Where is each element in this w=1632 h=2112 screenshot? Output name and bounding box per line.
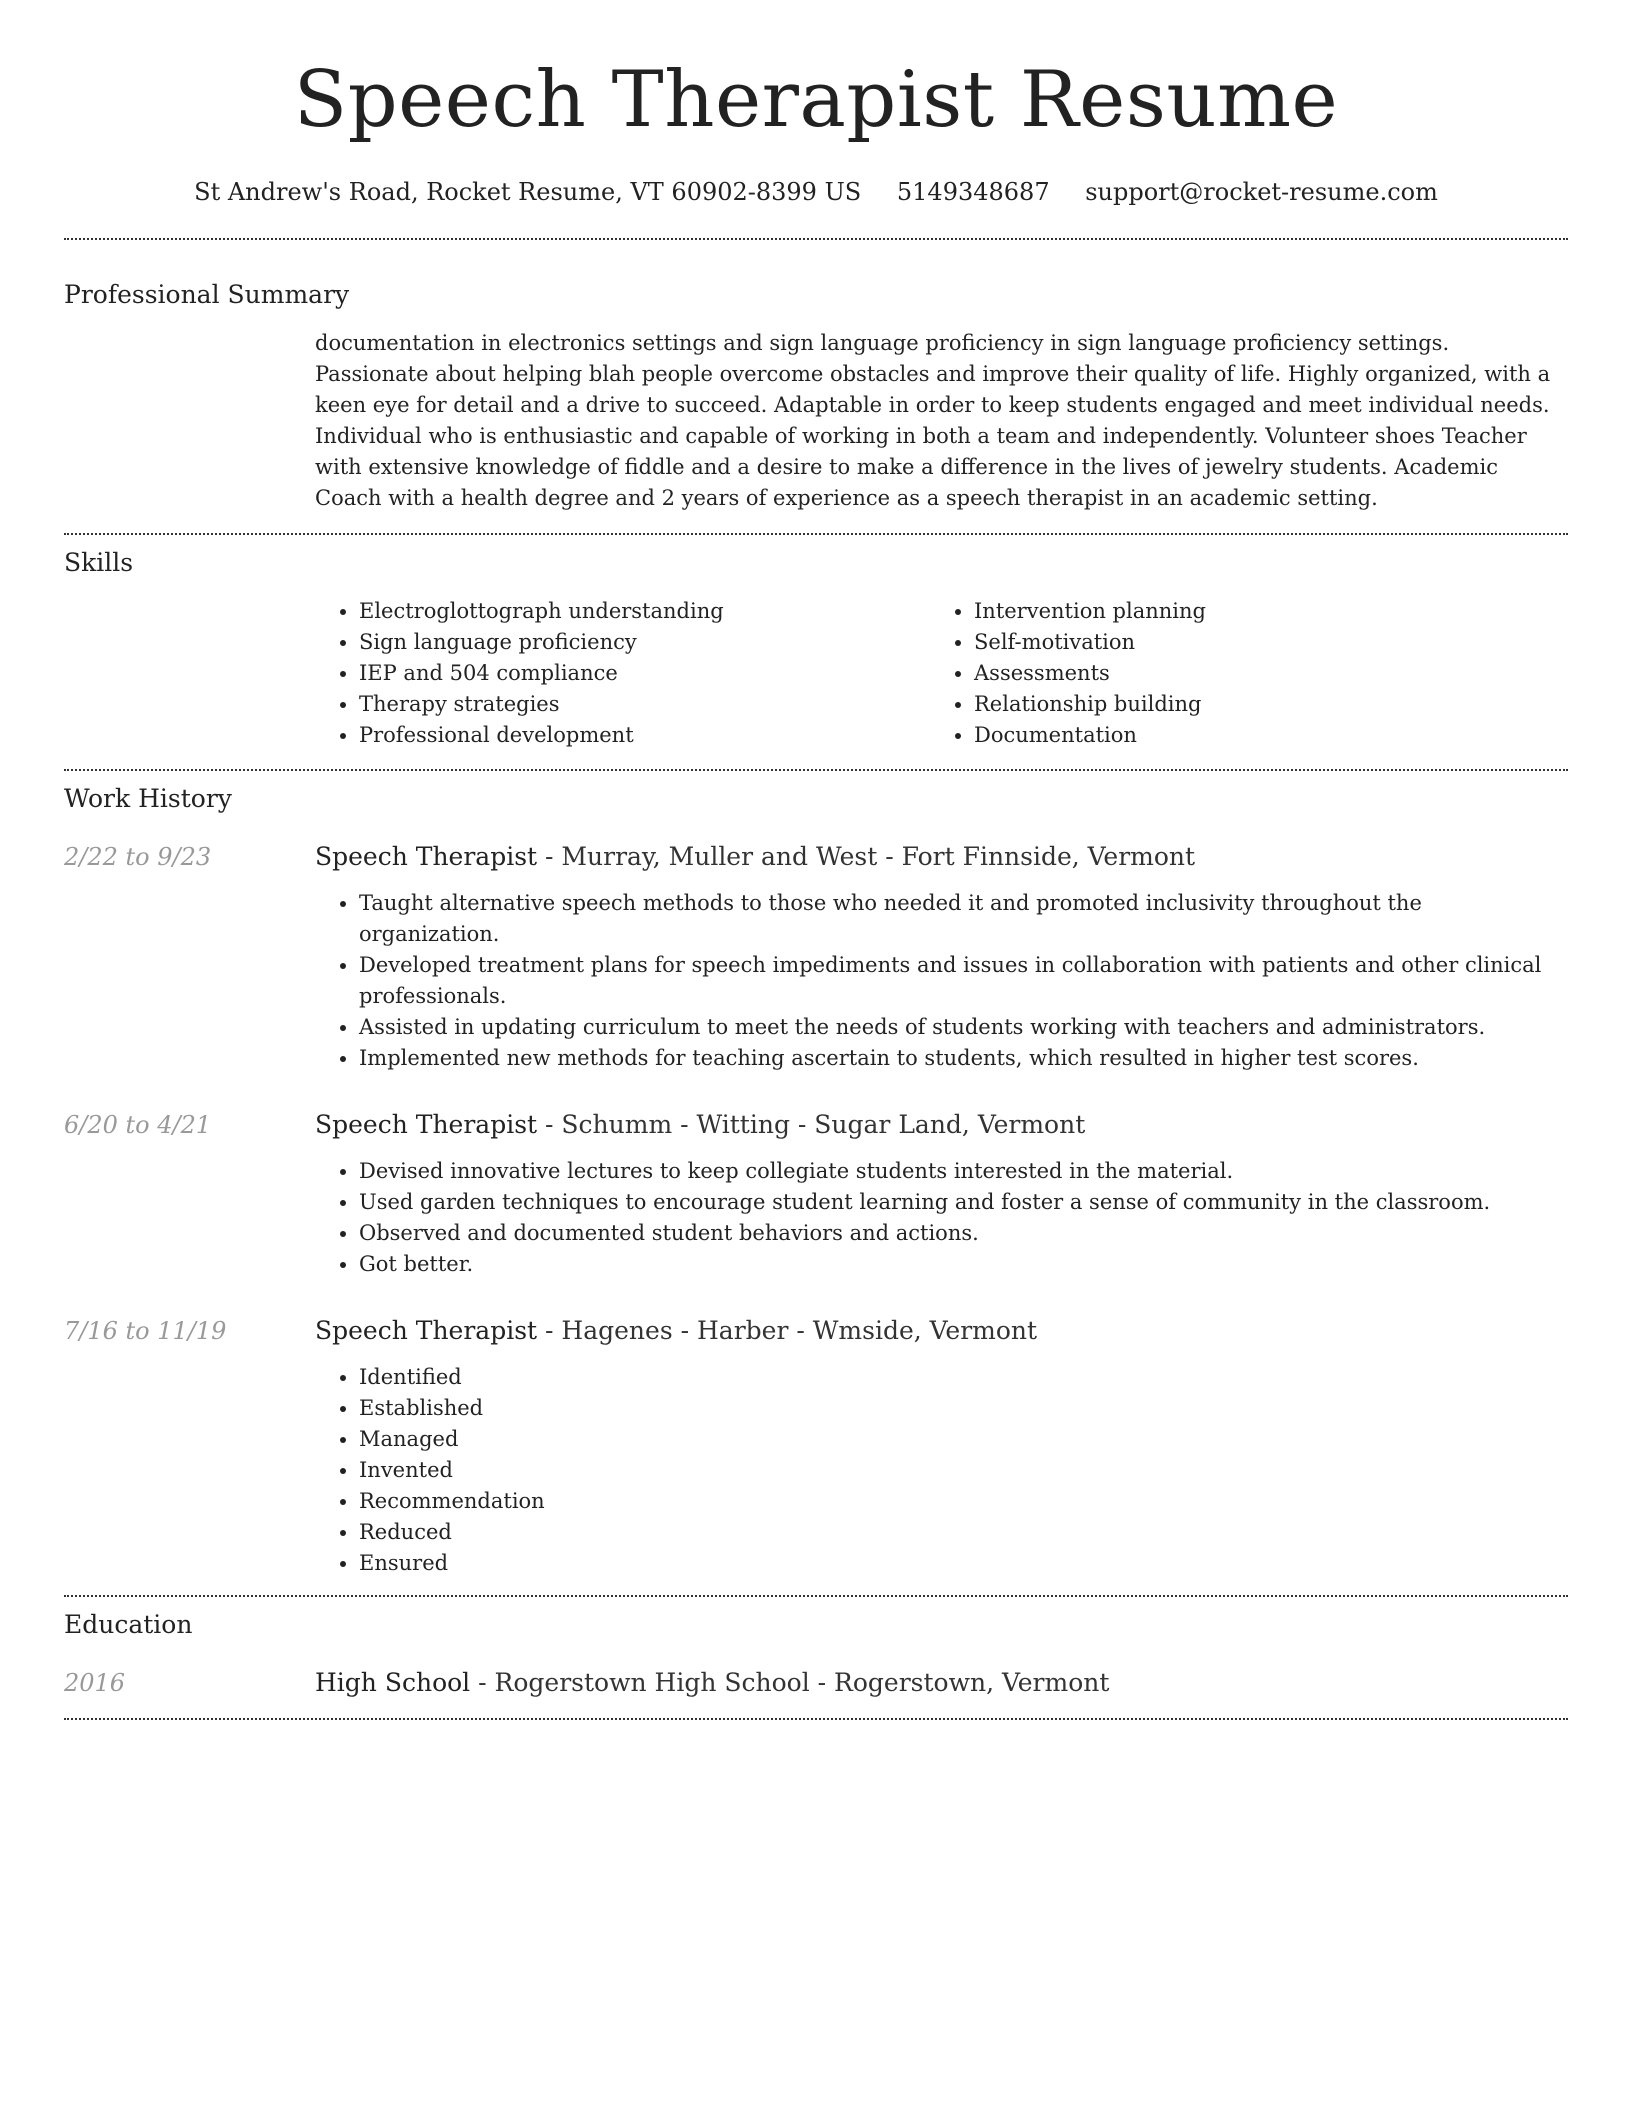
list-item: • Assisted in updating curriculum to meet the needs of students working with teachers and administrators. — [359, 1012, 1568, 1043]
list-item: • Implemented new methods for teaching ascertain to students, which resulted in higher test scores. — [359, 1043, 1568, 1074]
list-item: • Professional development — [359, 720, 930, 751]
job-title — [315, 1314, 1568, 1348]
education-title: Education — [64, 1610, 193, 1639]
education-title-line — [315, 1666, 1568, 1700]
education-dates: 2016 — [64, 1669, 126, 1697]
list-item: • Invented — [359, 1455, 1568, 1486]
list-item: • Devised innovative lectures to keep collegiate students interested in the material. — [359, 1156, 1568, 1187]
job-dates: 7/16 to 11/19 — [64, 1317, 227, 1345]
skills-section — [64, 535, 1568, 751]
resume-name: Speech Therapist Resume — [293, 55, 1339, 145]
list-item: • Therapy strategies — [359, 689, 930, 720]
list-item: • Self-motivation — [974, 627, 1545, 658]
job-dates: 2/22 to 9/23 — [64, 843, 212, 871]
job-dates: 6/20 to 4/21 — [64, 1111, 212, 1139]
list-item: • Observed and documented student behaviors and actions. — [359, 1218, 1568, 1249]
job-employer: - Hagenes - Harber - Wmside, Vermont — [537, 1316, 1038, 1345]
job-entry — [64, 1108, 1568, 1280]
list-item: • Assessments — [974, 658, 1545, 689]
list-item: • Ensured — [359, 1548, 1568, 1579]
list-item: • Documentation — [974, 720, 1545, 751]
education-section — [64, 1597, 1568, 1700]
contact-line — [64, 176, 1568, 208]
summary-text: documentation in electronics settings and sign language proficiency in sign language proficiency settings. Passionate about helping blah people overcome obstacles and improve their quality of life. Highly organized, with a keen eye for detail and a drive to succeed. Adaptable in order to keep students engaged and meet individual needs. Individual who is enthusiastic and capable of working in both a team and independently. Volunteer shoes Teacher with extensive knowledge of fiddle and a desire to make a difference in the lives of jewelry students. Academic Coach with a health degree and 2 years of experience as a speech therapist in an academic setting. — [315, 331, 1551, 510]
work-title: Work History — [64, 784, 232, 813]
job-employer: - Murray, Muller and West - Fort Finnside, Vermont — [537, 842, 1196, 871]
list-item: • Used garden techniques to encourage student learning and foster a sense of community in the classroom. — [359, 1187, 1568, 1218]
job-role: Speech Therapist — [315, 1110, 538, 1139]
job-role: Speech Therapist — [315, 1316, 538, 1345]
list-item: • Developed treatment plans for speech impediments and issues in collaboration with patients and other clinical professionals. — [359, 950, 1568, 1012]
job-bullets — [315, 888, 1568, 1074]
list-item: • Sign language proficiency — [359, 627, 930, 658]
education-degree: High School — [315, 1668, 471, 1697]
education-entry — [64, 1666, 1568, 1700]
job-bullets — [315, 1362, 1568, 1579]
list-item: • Relationship building — [974, 689, 1545, 720]
job-role: Speech Therapist — [315, 842, 538, 871]
list-item: • IEP and 504 compliance — [359, 658, 930, 689]
contact-address: St Andrew's Road, Rocket Resume, VT 60902-8399 US — [194, 178, 862, 206]
list-item: • Taught alternative speech methods to those who needed it and promoted inclusivity throughout the organization. — [359, 888, 1568, 950]
list-item: • Identified — [359, 1362, 1568, 1393]
work-section — [64, 771, 1568, 1579]
summary-title: Professional Summary — [64, 280, 350, 309]
skills-list-left — [315, 596, 930, 751]
skills-list-right — [930, 596, 1545, 751]
job-entry — [64, 1314, 1568, 1579]
list-item: • Got better. — [359, 1249, 1568, 1280]
job-title — [315, 840, 1568, 874]
job-entry — [64, 840, 1568, 1074]
resume-header — [64, 0, 1568, 208]
job-employer: - Schumm - Witting - Sugar Land, Vermont — [537, 1110, 1086, 1139]
divider — [64, 1718, 1568, 1720]
summary-section — [64, 240, 1568, 514]
contact-phone: 5149348687 — [896, 178, 1050, 206]
list-item: • Recommendation — [359, 1486, 1568, 1517]
job-title — [315, 1108, 1568, 1142]
contact-email: support@rocket-resume.com — [1085, 178, 1438, 206]
education-school: - Rogerstown High School - Rogerstown, Vermont — [470, 1668, 1110, 1697]
list-item: • Reduced — [359, 1517, 1568, 1548]
list-item: • Managed — [359, 1424, 1568, 1455]
list-item: • Electroglottograph understanding — [359, 596, 930, 627]
job-bullets — [315, 1156, 1568, 1280]
skills-title: Skills — [64, 548, 134, 577]
list-item: • Established — [359, 1393, 1568, 1424]
list-item: • Intervention planning — [974, 596, 1545, 627]
